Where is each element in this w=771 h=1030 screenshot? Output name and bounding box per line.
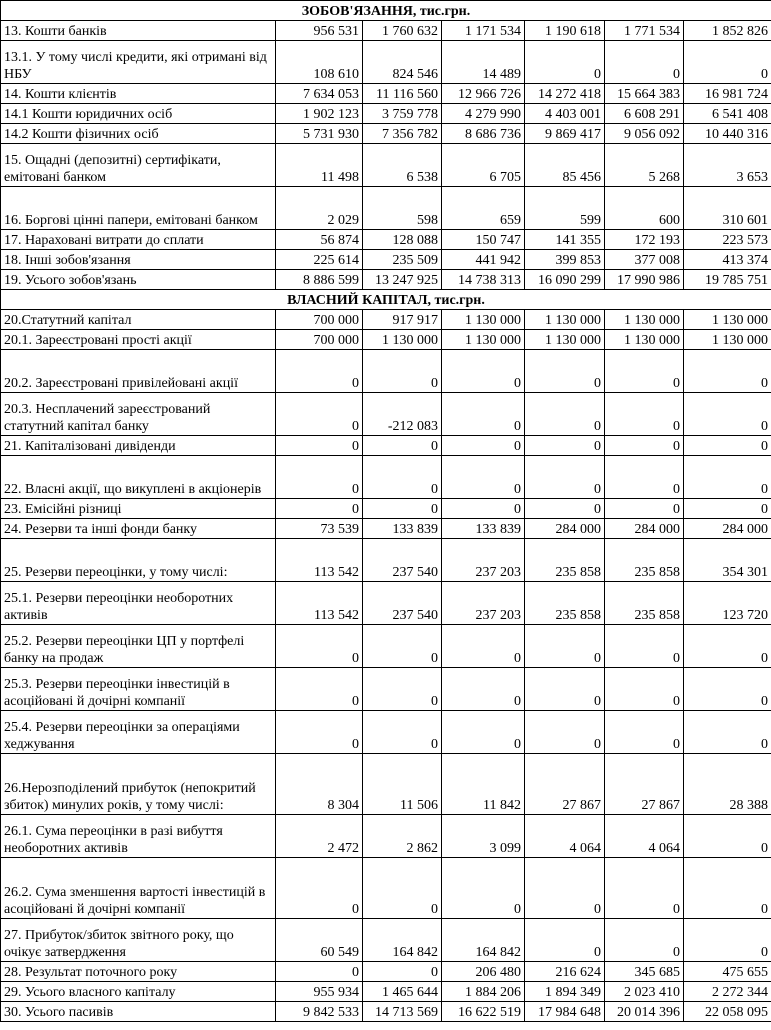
value-cell: 225 614 — [276, 250, 363, 270]
table-row — [1, 104, 771, 124]
value-cell: 0 — [684, 919, 771, 962]
value-cell: 0 — [276, 668, 363, 711]
table-row — [1, 815, 771, 858]
row-label: 22. Власні акції, що викуплені в акціонерів — [1, 456, 276, 499]
value-cell: 73 539 — [276, 519, 363, 539]
value-cell: -212 083 — [363, 393, 442, 436]
row-label: 27. Прибуток/збиток звітного року, що очікує затвердження — [1, 919, 276, 962]
value-cell: 133 839 — [363, 519, 442, 539]
value-cell: 0 — [276, 499, 363, 519]
value-cell: 11 506 — [363, 754, 442, 815]
row-label: 17. Нараховані витрати до сплати — [1, 230, 276, 250]
value-cell: 1 852 826 — [684, 21, 771, 41]
value-cell: 0 — [525, 41, 605, 84]
row-label: 25.1. Резерви переоцінки необоротних активів — [1, 582, 276, 625]
row-label: 14.2 Кошти фізичних осіб — [1, 124, 276, 144]
value-cell: 1 130 000 — [525, 310, 605, 330]
value-cell: 377 008 — [605, 250, 684, 270]
value-cell: 237 540 — [363, 582, 442, 625]
row-label: 26.1. Сума переоцінки в разі вибуття необоротних активів — [1, 815, 276, 858]
value-cell: 354 301 — [684, 539, 771, 582]
value-cell: 28 388 — [684, 754, 771, 815]
value-cell: 0 — [605, 919, 684, 962]
value-cell: 0 — [442, 625, 525, 668]
value-cell: 123 720 — [684, 582, 771, 625]
value-cell: 599 — [525, 187, 605, 230]
value-cell: 4 064 — [605, 815, 684, 858]
row-label: 21. Капіталізовані дивіденди — [1, 436, 276, 456]
value-cell: 0 — [684, 711, 771, 754]
value-cell: 0 — [525, 499, 605, 519]
row-label: 20.2. Зареєстровані привілейовані акції — [1, 350, 276, 393]
section-header-row — [1, 1, 771, 21]
value-cell: 0 — [276, 625, 363, 668]
table-row — [1, 982, 771, 1002]
row-label: 13.1. У тому числі кредити, які отримані від НБУ — [1, 41, 276, 84]
value-cell: 0 — [525, 350, 605, 393]
value-cell: 11 498 — [276, 144, 363, 187]
value-cell: 1 171 534 — [442, 21, 525, 41]
value-cell: 0 — [684, 41, 771, 84]
table-row — [1, 393, 771, 436]
value-cell: 0 — [363, 436, 442, 456]
value-cell: 27 867 — [525, 754, 605, 815]
row-label: 25.2. Резерви переоцінки ЦП у портфелі банку на продаж — [1, 625, 276, 668]
row-label: 29. Усього власного капіталу — [1, 982, 276, 1002]
value-cell: 0 — [442, 393, 525, 436]
value-cell: 1 190 618 — [525, 21, 605, 41]
value-cell: 1 130 000 — [605, 330, 684, 350]
value-cell: 1 771 534 — [605, 21, 684, 41]
table-row — [1, 187, 771, 230]
value-cell: 0 — [363, 962, 442, 982]
value-cell: 237 540 — [363, 539, 442, 582]
value-cell: 0 — [363, 350, 442, 393]
value-cell: 0 — [605, 41, 684, 84]
table-row — [1, 668, 771, 711]
row-label: 18. Інші зобов'язання — [1, 250, 276, 270]
value-cell: 2 472 — [276, 815, 363, 858]
value-cell: 284 000 — [525, 519, 605, 539]
value-cell: 7 356 782 — [363, 124, 442, 144]
table-row — [1, 436, 771, 456]
value-cell: 22 058 095 — [684, 1002, 771, 1022]
value-cell: 0 — [276, 393, 363, 436]
value-cell: 1 465 644 — [363, 982, 442, 1002]
value-cell: 172 193 — [605, 230, 684, 250]
value-cell: 659 — [442, 187, 525, 230]
value-cell: 216 624 — [525, 962, 605, 982]
value-cell: 1 902 123 — [276, 104, 363, 124]
value-cell: 9 869 417 — [525, 124, 605, 144]
row-label: 14.1 Кошти юридичних осіб — [1, 104, 276, 124]
value-cell: 14 272 418 — [525, 84, 605, 104]
value-cell: 0 — [276, 858, 363, 919]
table-row — [1, 250, 771, 270]
value-cell: 0 — [605, 436, 684, 456]
value-cell: 0 — [525, 858, 605, 919]
value-cell: 7 634 053 — [276, 84, 363, 104]
value-cell: 5 731 930 — [276, 124, 363, 144]
table-row — [1, 124, 771, 144]
value-cell: 0 — [605, 711, 684, 754]
value-cell: 133 839 — [442, 519, 525, 539]
value-cell: 0 — [442, 711, 525, 754]
value-cell: 0 — [605, 350, 684, 393]
value-cell: 0 — [605, 393, 684, 436]
row-label: 20.1. Зареєстровані прості акції — [1, 330, 276, 350]
value-cell: 16 981 724 — [684, 84, 771, 104]
value-cell: 14 738 313 — [442, 270, 525, 290]
value-cell: 399 853 — [525, 250, 605, 270]
value-cell: 8 886 599 — [276, 270, 363, 290]
value-cell: 0 — [363, 858, 442, 919]
value-cell: 4 064 — [525, 815, 605, 858]
value-cell: 1 884 206 — [442, 982, 525, 1002]
value-cell: 0 — [442, 858, 525, 919]
table-row — [1, 456, 771, 499]
row-label: 23. Емісійні різниці — [1, 499, 276, 519]
value-cell: 237 203 — [442, 582, 525, 625]
row-label: 16. Боргові цінні папери, емітовані банком — [1, 187, 276, 230]
value-cell: 0 — [363, 668, 442, 711]
table-row — [1, 144, 771, 187]
value-cell: 150 747 — [442, 230, 525, 250]
table-row — [1, 41, 771, 84]
table-row — [1, 539, 771, 582]
value-cell: 113 542 — [276, 582, 363, 625]
table-row — [1, 499, 771, 519]
value-cell: 0 — [363, 711, 442, 754]
value-cell: 164 842 — [363, 919, 442, 962]
value-cell: 12 966 726 — [442, 84, 525, 104]
value-cell: 0 — [525, 625, 605, 668]
value-cell: 10 440 316 — [684, 124, 771, 144]
value-cell: 5 268 — [605, 144, 684, 187]
value-cell: 0 — [525, 711, 605, 754]
value-cell: 345 685 — [605, 962, 684, 982]
value-cell: 0 — [276, 962, 363, 982]
value-cell: 128 088 — [363, 230, 442, 250]
value-cell: 11 842 — [442, 754, 525, 815]
row-label: 13. Кошти банків — [1, 21, 276, 41]
value-cell: 0 — [684, 858, 771, 919]
table-row — [1, 858, 771, 919]
value-cell: 0 — [605, 499, 684, 519]
value-cell: 17 984 648 — [525, 1002, 605, 1022]
row-label: 25.4. Резерви переоцінки за операціями хеджування — [1, 711, 276, 754]
value-cell: 310 601 — [684, 187, 771, 230]
value-cell: 1 130 000 — [363, 330, 442, 350]
value-cell: 16 090 299 — [525, 270, 605, 290]
value-cell: 27 867 — [605, 754, 684, 815]
value-cell: 235 858 — [525, 539, 605, 582]
value-cell: 1 130 000 — [684, 310, 771, 330]
value-cell: 0 — [276, 436, 363, 456]
value-cell: 0 — [684, 625, 771, 668]
value-cell: 9 842 533 — [276, 1002, 363, 1022]
row-label: 14. Кошти клієнтів — [1, 84, 276, 104]
value-cell: 700 000 — [276, 310, 363, 330]
row-label: 25.3. Резерви переоцінки інвестицій в асоційовані й дочірні компанії — [1, 668, 276, 711]
value-cell: 956 531 — [276, 21, 363, 41]
value-cell: 6 705 — [442, 144, 525, 187]
value-cell: 14 713 569 — [363, 1002, 442, 1022]
value-cell: 113 542 — [276, 539, 363, 582]
table-row — [1, 519, 771, 539]
value-cell: 3 759 778 — [363, 104, 442, 124]
value-cell: 284 000 — [684, 519, 771, 539]
row-label: 20.Статутний капітал — [1, 310, 276, 330]
value-cell: 0 — [525, 393, 605, 436]
value-cell: 955 934 — [276, 982, 363, 1002]
value-cell: 0 — [363, 456, 442, 499]
value-cell: 0 — [525, 919, 605, 962]
value-cell: 1 760 632 — [363, 21, 442, 41]
value-cell: 0 — [684, 456, 771, 499]
row-label: 15. Ощадні (депозитні) сертифікати, емітовані банком — [1, 144, 276, 187]
value-cell: 2 862 — [363, 815, 442, 858]
value-cell: 19 785 751 — [684, 270, 771, 290]
value-cell: 0 — [684, 436, 771, 456]
value-cell: 1 130 000 — [605, 310, 684, 330]
value-cell: 223 573 — [684, 230, 771, 250]
section-title: ЗОБОВ'ЯЗАННЯ, тис.грн. — [1, 1, 771, 21]
value-cell: 4 279 990 — [442, 104, 525, 124]
value-cell: 20 014 396 — [605, 1002, 684, 1022]
value-cell: 2 029 — [276, 187, 363, 230]
row-label: 28. Результат поточного року — [1, 962, 276, 982]
value-cell: 284 000 — [605, 519, 684, 539]
value-cell: 164 842 — [442, 919, 525, 962]
value-cell: 0 — [525, 456, 605, 499]
value-cell: 237 203 — [442, 539, 525, 582]
value-cell: 600 — [605, 187, 684, 230]
value-cell: 0 — [442, 436, 525, 456]
value-cell: 13 247 925 — [363, 270, 442, 290]
table-row — [1, 919, 771, 962]
row-label: 26.2. Сума зменшення вартості інвестицій в асоційовані й дочірні компанії — [1, 858, 276, 919]
table-row — [1, 270, 771, 290]
row-label: 30. Усього пасивів — [1, 1002, 276, 1022]
table-row — [1, 330, 771, 350]
value-cell: 3 653 — [684, 144, 771, 187]
value-cell: 16 622 519 — [442, 1002, 525, 1022]
value-cell: 235 858 — [605, 539, 684, 582]
value-cell: 1 130 000 — [442, 310, 525, 330]
table-row — [1, 1002, 771, 1022]
value-cell: 0 — [363, 499, 442, 519]
row-label: 20.3. Несплачений зареєстрований статутний капітал банку — [1, 393, 276, 436]
value-cell: 235 509 — [363, 250, 442, 270]
value-cell: 0 — [442, 350, 525, 393]
value-cell: 8 304 — [276, 754, 363, 815]
value-cell: 0 — [684, 393, 771, 436]
table-body — [1, 1, 771, 1022]
section-title: ВЛАСНИЙ КАПІТАЛ, тис.грн. — [1, 290, 771, 310]
value-cell: 235 858 — [525, 582, 605, 625]
value-cell: 0 — [605, 625, 684, 668]
value-cell: 4 403 001 — [525, 104, 605, 124]
value-cell: 0 — [525, 436, 605, 456]
value-cell: 2 272 344 — [684, 982, 771, 1002]
table-row — [1, 310, 771, 330]
value-cell: 141 355 — [525, 230, 605, 250]
value-cell: 0 — [684, 815, 771, 858]
value-cell: 0 — [605, 668, 684, 711]
value-cell: 206 480 — [442, 962, 525, 982]
value-cell: 0 — [276, 350, 363, 393]
value-cell: 60 549 — [276, 919, 363, 962]
value-cell: 700 000 — [276, 330, 363, 350]
table-row — [1, 754, 771, 815]
value-cell: 108 610 — [276, 41, 363, 84]
value-cell: 6 608 291 — [605, 104, 684, 124]
value-cell: 0 — [684, 668, 771, 711]
value-cell: 917 917 — [363, 310, 442, 330]
value-cell: 0 — [442, 499, 525, 519]
value-cell: 235 858 — [605, 582, 684, 625]
value-cell: 6 538 — [363, 144, 442, 187]
table-row — [1, 711, 771, 754]
value-cell: 8 686 736 — [442, 124, 525, 144]
value-cell: 17 990 986 — [605, 270, 684, 290]
table-row — [1, 84, 771, 104]
section-header-row — [1, 290, 771, 310]
value-cell: 0 — [684, 499, 771, 519]
row-label: 26.Нерозподілений прибуток (непокритий збиток) минулих років, у тому числі: — [1, 754, 276, 815]
value-cell: 1 894 349 — [525, 982, 605, 1002]
table-row — [1, 21, 771, 41]
value-cell: 0 — [363, 625, 442, 668]
row-label: 25. Резерви переоцінки, у тому числі: — [1, 539, 276, 582]
row-label: 19. Усього зобов'язань — [1, 270, 276, 290]
value-cell: 0 — [684, 350, 771, 393]
table-row — [1, 582, 771, 625]
value-cell: 0 — [442, 456, 525, 499]
value-cell: 0 — [442, 668, 525, 711]
value-cell: 15 664 383 — [605, 84, 684, 104]
value-cell: 0 — [276, 711, 363, 754]
value-cell: 598 — [363, 187, 442, 230]
row-label: 24. Резерви та інші фонди банку — [1, 519, 276, 539]
value-cell: 1 130 000 — [442, 330, 525, 350]
value-cell: 0 — [605, 456, 684, 499]
table-row — [1, 625, 771, 668]
value-cell: 1 130 000 — [684, 330, 771, 350]
table-row — [1, 350, 771, 393]
value-cell: 1 130 000 — [525, 330, 605, 350]
value-cell: 413 374 — [684, 250, 771, 270]
value-cell: 0 — [276, 456, 363, 499]
table-row — [1, 962, 771, 982]
value-cell: 441 942 — [442, 250, 525, 270]
value-cell: 3 099 — [442, 815, 525, 858]
value-cell: 0 — [525, 668, 605, 711]
table-row — [1, 230, 771, 250]
value-cell: 475 655 — [684, 962, 771, 982]
value-cell: 85 456 — [525, 144, 605, 187]
value-cell: 6 541 408 — [684, 104, 771, 124]
value-cell: 56 874 — [276, 230, 363, 250]
value-cell: 824 546 — [363, 41, 442, 84]
value-cell: 11 116 560 — [363, 84, 442, 104]
value-cell: 14 489 — [442, 41, 525, 84]
value-cell: 2 023 410 — [605, 982, 684, 1002]
value-cell: 9 056 092 — [605, 124, 684, 144]
value-cell: 0 — [605, 858, 684, 919]
